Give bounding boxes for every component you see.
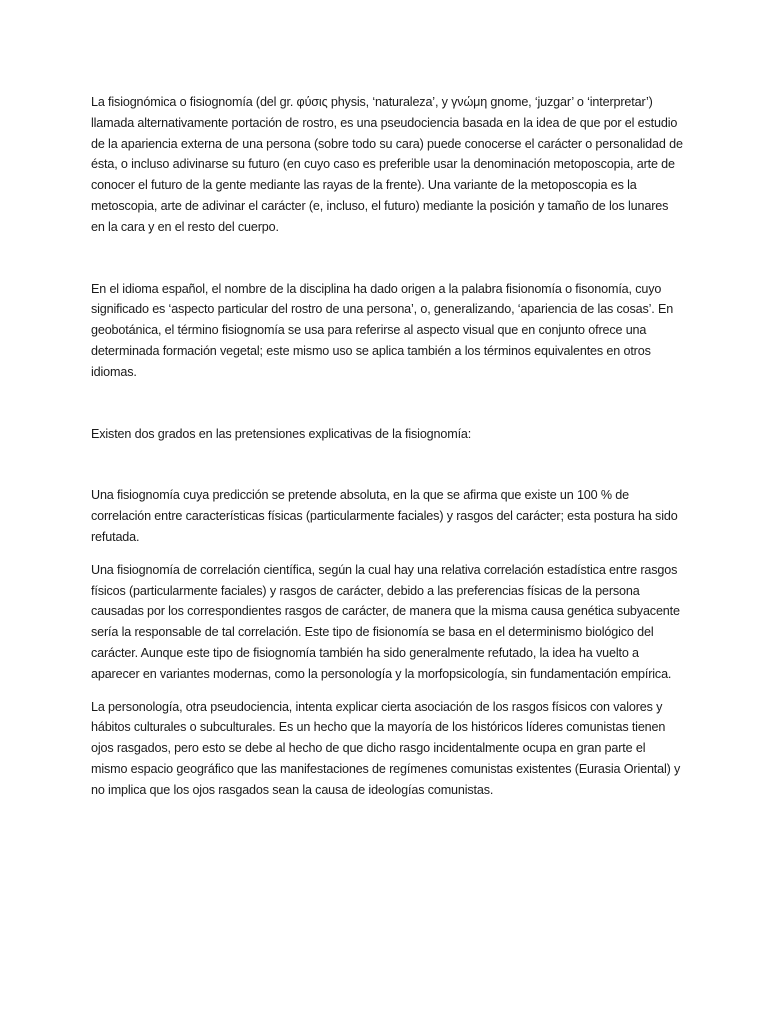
paragraph-spanish-usage: En el idioma español, el nombre de la disciplina ha dado origen a la palabra fisionomía o fisonomía, cuyo significado es ‘aspecto particular del rostro de una persona’, o, generalizando, ‘apariencia de las cosas’. En geobotánica, el término fisiognomía se usa para referirse al aspecto visual que en conjunto ofrece una determinada formación vegetal; este mismo uso se aplica también a los términos equivalentes en otros idiomas. bbox=[91, 281, 674, 379]
paragraph-degrees-intro: Existen dos grados en las pretensiones explicativas de la fisiognomía: bbox=[91, 426, 472, 441]
paragraph-scientific-correlation: Una fisiognomía de correlación científica, según la cual hay una relativa correlación estadística entre rasgos físicos (particularmente faciales) y rasgos de carácter, debido a las preferencias físicas de la persona causadas por los correspondientes rasgos de carácter, de manera que la misma causa genética subyacente sería la responsable de tal correlación. Este tipo de fisionomía se basa en el determinismo biológico del carácter. Aunque este tipo de fisiognomía también ha sido generalmente refutado, la idea ha vuelto a aparecer en variantes modernas, como la personología y la morfopsicología, sin fundamentación empírica. bbox=[91, 562, 680, 681]
paragraph-personology: La personología, otra pseudociencia, intenta explicar cierta asociación de los rasgos físicos con valores y hábitos culturales o subculturales. Es un hecho que la mayoría de los históricos líderes comunistas tienen ojos rasgados, pero esto se debe al hecho de que dicho rasgo incidentalmente ocupa en gran parte el mismo espacio geográfico que las manifestaciones de regímenes comunistas existentes (Eurasia Oriental) y no implica que los ojos rasgados sean la causa de ideologías comunistas. bbox=[91, 699, 681, 797]
paragraph-intro: La fisiognómica o fisiognomía (del gr. φύσις physis, ‘naturaleza’, y γνώμη gnome, ‘juzgar’ o ‘interpretar’) llamada alternativamente portación de rostro, es una pseudociencia basada en la idea de que por el estudio de la apariencia externa de una persona (sobre todo su cara) puede conocerse el carácter o personalidad de ésta, o incluso adivinarse su futuro (en cuyo caso es preferible usar la denominación metoposcopia, arte de conocer el futuro de la gente mediante las rayas de la frente). Una variante de la metoposcopia es la metoscopia, arte de adivinar el carácter (e, incluso, el futuro) mediante la posición y tamaño de los lunares en la cara y en el resto del cuerpo. bbox=[91, 95, 683, 234]
document-body bbox=[91, 92, 683, 801]
paragraph-absolute-physiognomy: Una fisiognomía cuya predicción se pretende absoluta, en la que se afirma que existe un 100 % de correlación entre características físicas (particularmente faciales) y rasgos del carácter; esta postura ha sido refutada. bbox=[91, 488, 678, 544]
